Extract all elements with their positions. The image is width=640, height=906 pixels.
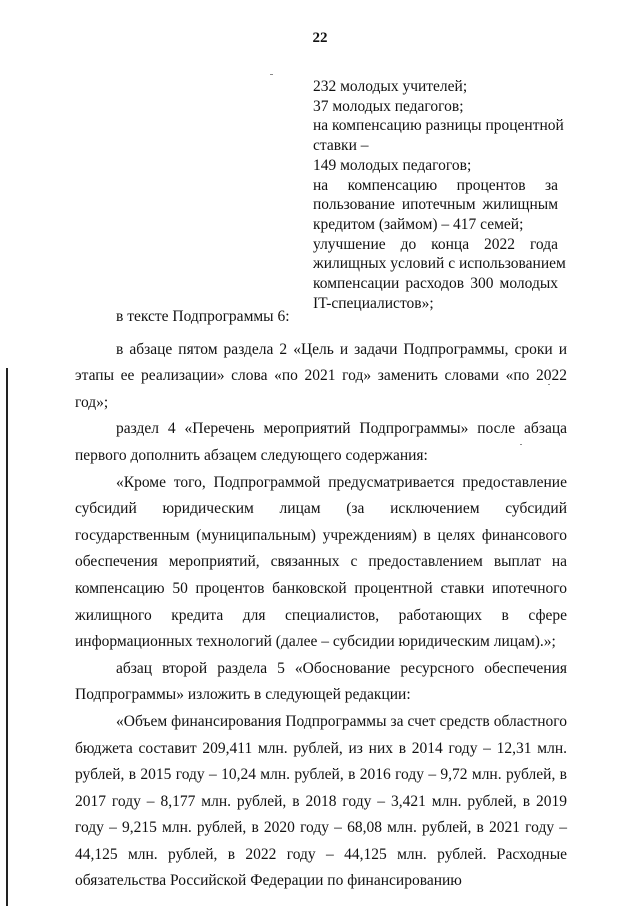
paragraph: абзац второй раздела 5 «Обоснование ресурсного обеспечения Подпрограммы» изложить в следующей редакции: [75,659,567,704]
list-line: 149 молодых педагогов; [313,156,472,174]
scan-speck [548,384,550,385]
list-line: на компенсацию процентов за [313,176,558,194]
paragraph: «Кроме того, Подпрограммой предусматривается предоставление субсидий юридическим лицам (за исключением субсидий государственным (муниципальным) учреждениям) в целях финансового обеспечения мероприятий, связанных с предоставлением выплат на компенсацию 50 процентов банковской процентной ставки ипотечного жилищного кредита для специалистов, работающих в сфере информационных технологий (далее – субсидии юридическим лицам).»; [75,473,567,651]
page-number: 22 [312,30,328,46]
list-line: пользование ипотечным жилищным [313,196,558,214]
list-line: кредитом (займом) – 417 семей; [313,215,524,233]
list-line: 37 молодых педагогов; [313,97,464,115]
paragraph: раздел 4 «Перечень мероприятий Подпрограммы» после абзаца первого дополнить абзацем следующего содержания: [75,420,567,464]
scan-speck [270,74,273,75]
list-line: компенсации расходов 300 молодых [313,275,558,293]
list-line: жилищных условий с использованием [313,255,566,273]
list-line: улучшение до конца 2022 года [313,235,558,253]
paragraph: в абзаце пятом раздела 2 «Цель и задачи Подпрограммы, сроки и этапы ее реализации» слова «по 2021 год» заменить словами «по 2022 год»; [75,340,567,411]
list-line: IT-специалистов»; [313,294,434,312]
scan-speck [520,444,522,445]
scan-margin-line [6,368,8,906]
document-body [75,304,567,895]
amendment-list-continuation [313,77,566,313]
paragraph: «Объем финансирования Подпрограммы за счет средств областного бюджета составит 209,411 млн. рублей, из них в 2014 году – 12,31 млн. рублей, в 2015 году – 10,24 млн. рублей, в 2016 году – 9,72 млн. рублей, в 2017 году – 8,177 млн. рублей, в 2018 году – 3,421 млн. рублей, в 2019 году – 9,215 млн. рублей, в 2020 году – 68,08 млн. рублей, в 2021 году – 44,125 млн. рублей, в 2022 году – 44,125 млн. рублей. Расходные обязательства Российской Федерации по финансированию [75,712,567,890]
list-line: 232 молодых учителей; [313,78,468,95]
list-line: на компенсацию разницы процентной [313,117,564,135]
list-line: ставки – [313,137,369,155]
paragraph: в тексте Подпрограммы 6: [116,308,290,325]
